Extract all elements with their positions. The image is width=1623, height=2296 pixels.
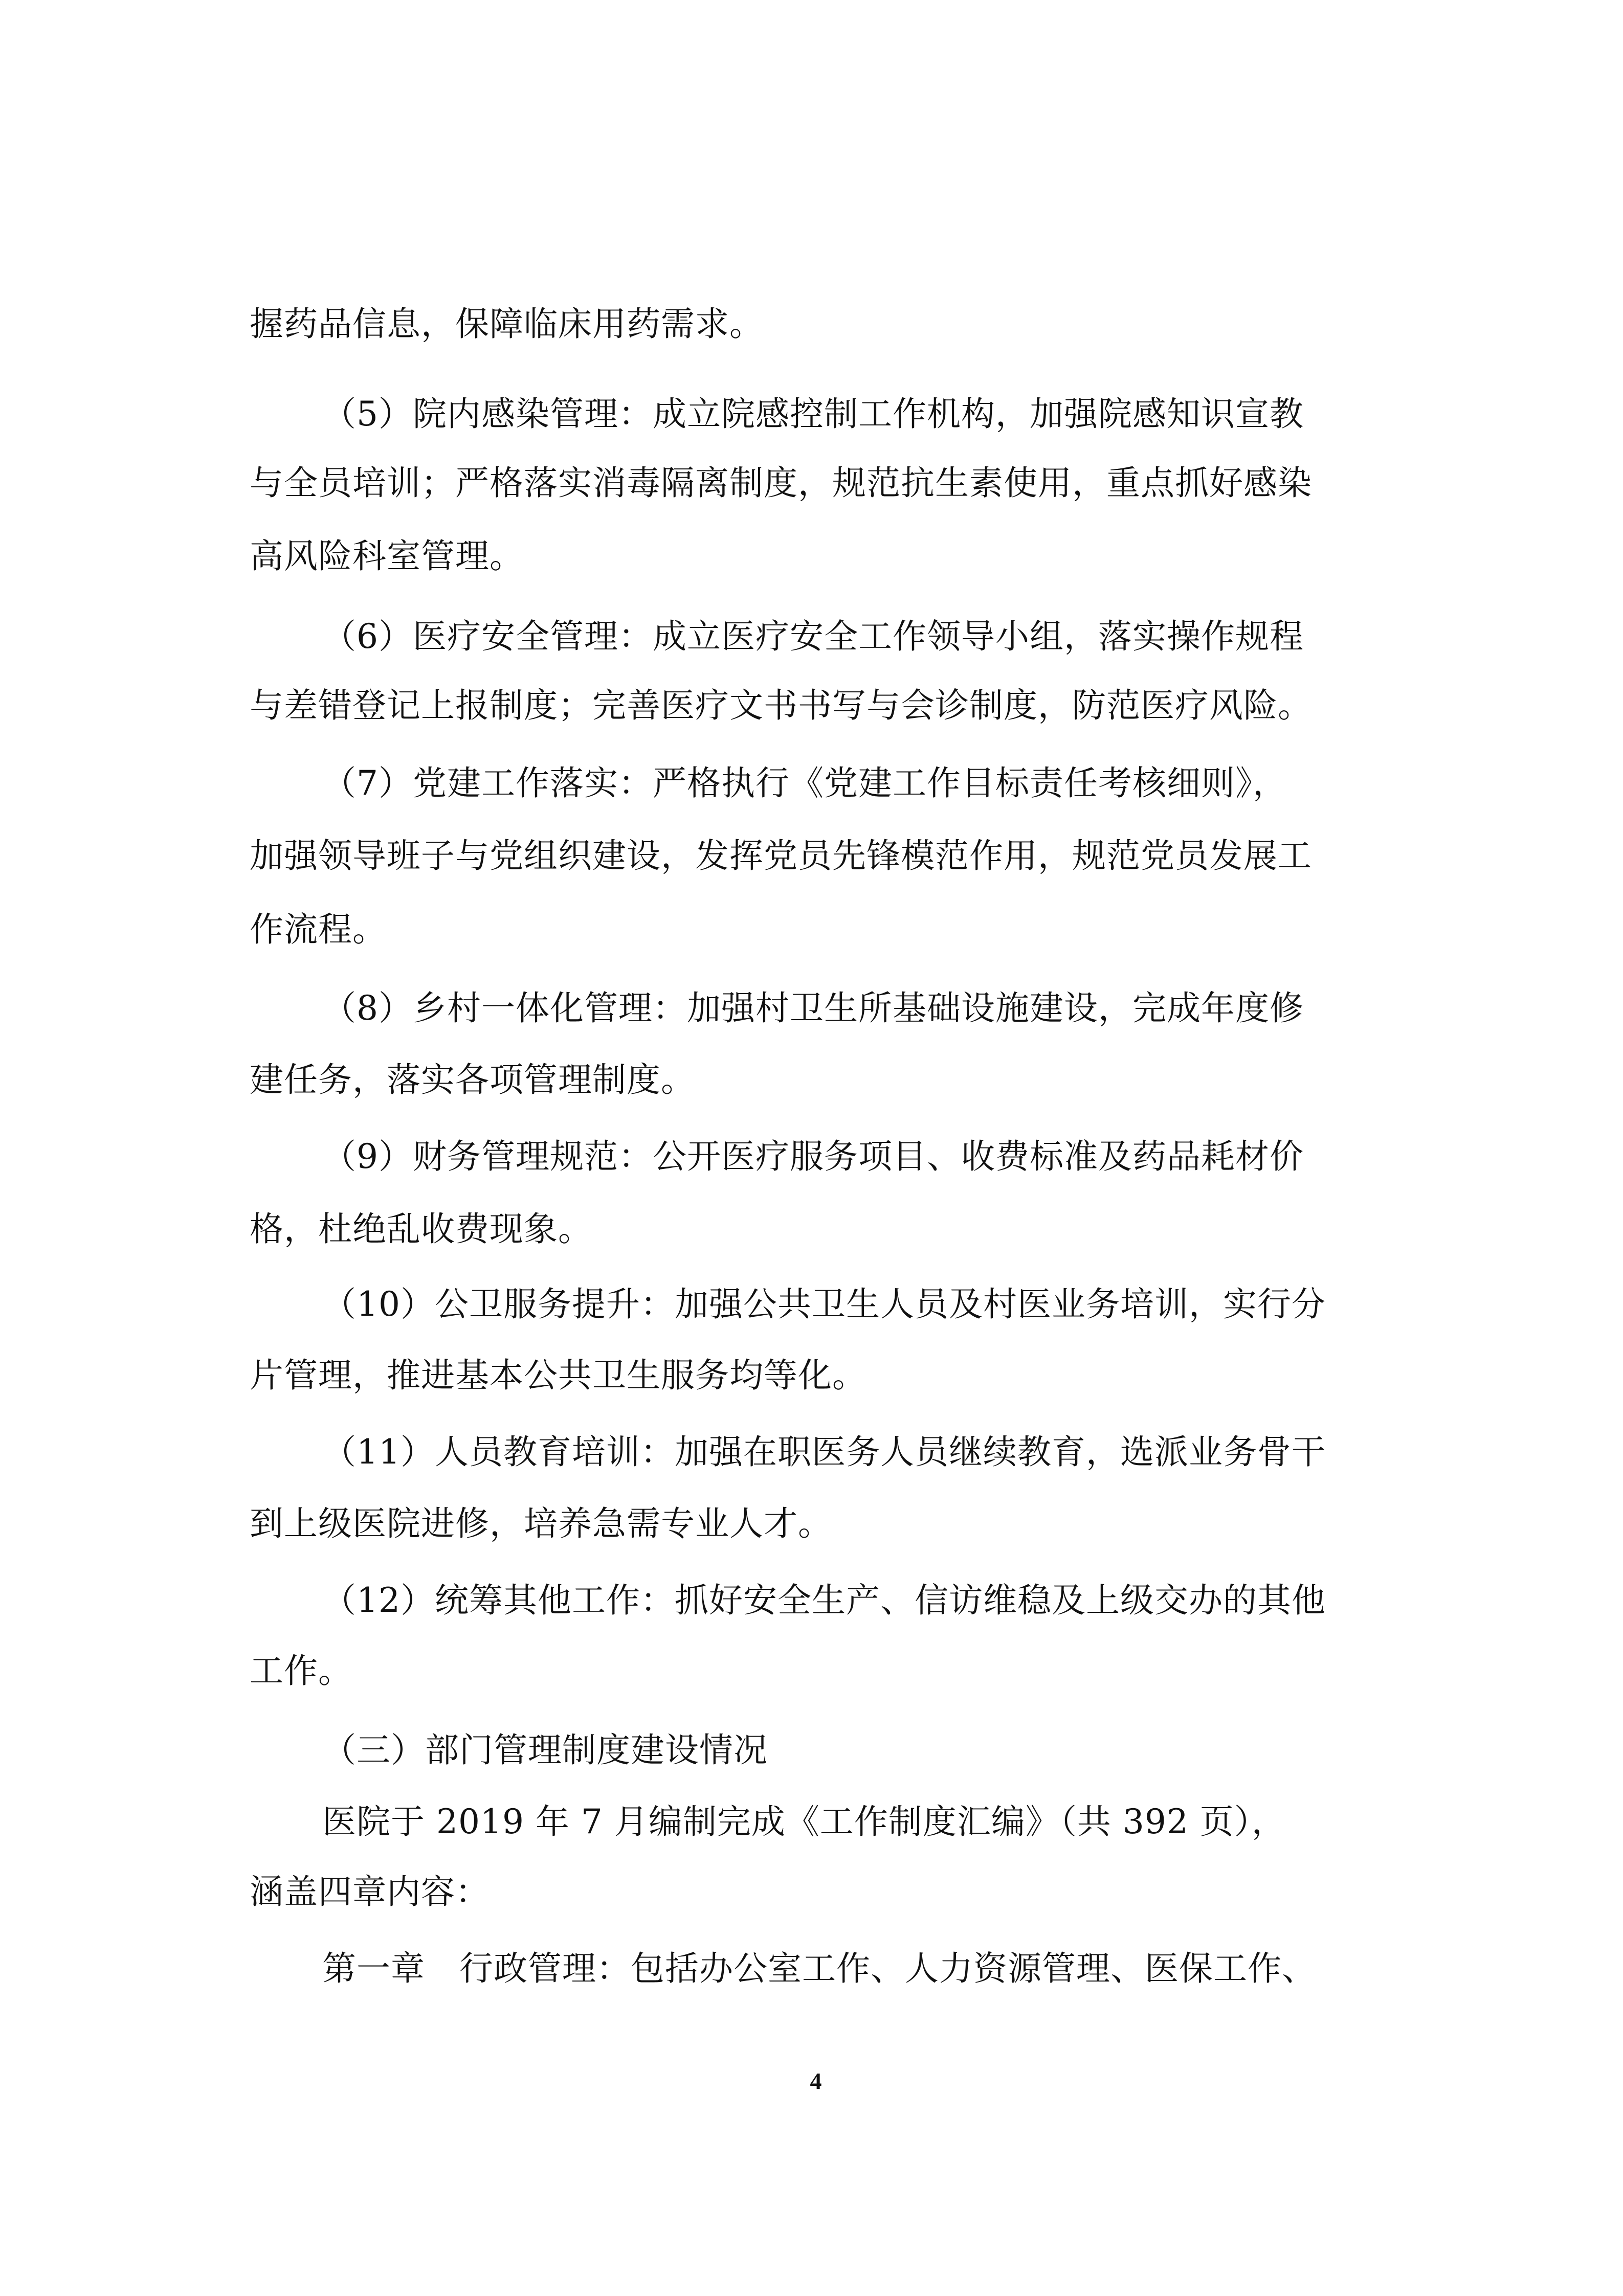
body-line: （8）乡村一体化管理：加强村卫生所基础设施建设，完成年度修 <box>322 988 1304 1028</box>
body-line: （7）党建工作落实：严格执行《党建工作目标责任考核细则》， <box>322 763 1287 803</box>
body-line: 片管理，推进基本公共卫生服务均等化。 <box>250 1356 866 1395</box>
body-line: （5）院内感染管理：成立院感控制工作机构，加强院感知识宣教 <box>322 394 1304 434</box>
body-line: 到上级医院进修，培养急需专业人才。 <box>250 1504 832 1543</box>
body-line: （11）人员教育培训：加强在职医务人员继续教育，选派业务骨干 <box>322 1432 1326 1472</box>
body-line: 与差错登记上报制度；完善医疗文书书写与会诊制度，防范医疗风险。 <box>250 686 1312 725</box>
page-number: 4 <box>810 2068 822 2094</box>
body-line: 涵盖四章内容： <box>250 1872 490 1911</box>
body-line: 格，杜绝乱收费现象。 <box>250 1209 592 1249</box>
body-line: 作流程。 <box>250 910 387 949</box>
body-line: 医院于 2019 年 7 月编制完成《工作制度汇编》（共 392 页）， <box>322 1802 1286 1841</box>
body-line: 高风险科室管理。 <box>250 536 524 576</box>
body-line: 加强领导班子与党组织建设，发挥党员先锋模范作用，规范党员发展工 <box>250 836 1312 875</box>
section-heading: （三）部门管理制度建设情况 <box>322 1730 768 1770</box>
body-line: （6）医疗安全管理：成立医疗安全工作领导小组，落实操作规程 <box>322 617 1304 656</box>
body-line: 建任务，落实各项管理制度。 <box>250 1060 695 1099</box>
body-line: （10）公卫服务提升：加强公共卫生人员及村医业务培训，实行分 <box>322 1285 1326 1324</box>
body-line: 第一章 行政管理：包括办公室工作、人力资源管理、医保工作、 <box>322 1949 1316 1988</box>
body-line: 握药品信息，保障临床用药需求。 <box>250 304 764 344</box>
body-line: 与全员培训；严格落实消毒隔离制度，规范抗生素使用，重点抓好感染 <box>250 463 1312 503</box>
body-line: （12）统筹其他工作：抓好安全生产、信访维稳及上级交办的其他 <box>322 1581 1326 1620</box>
body-line: （9）财务管理规范：公开医疗服务项目、收费标准及药品耗材价 <box>322 1137 1304 1176</box>
body-line: 工作。 <box>250 1651 352 1691</box>
